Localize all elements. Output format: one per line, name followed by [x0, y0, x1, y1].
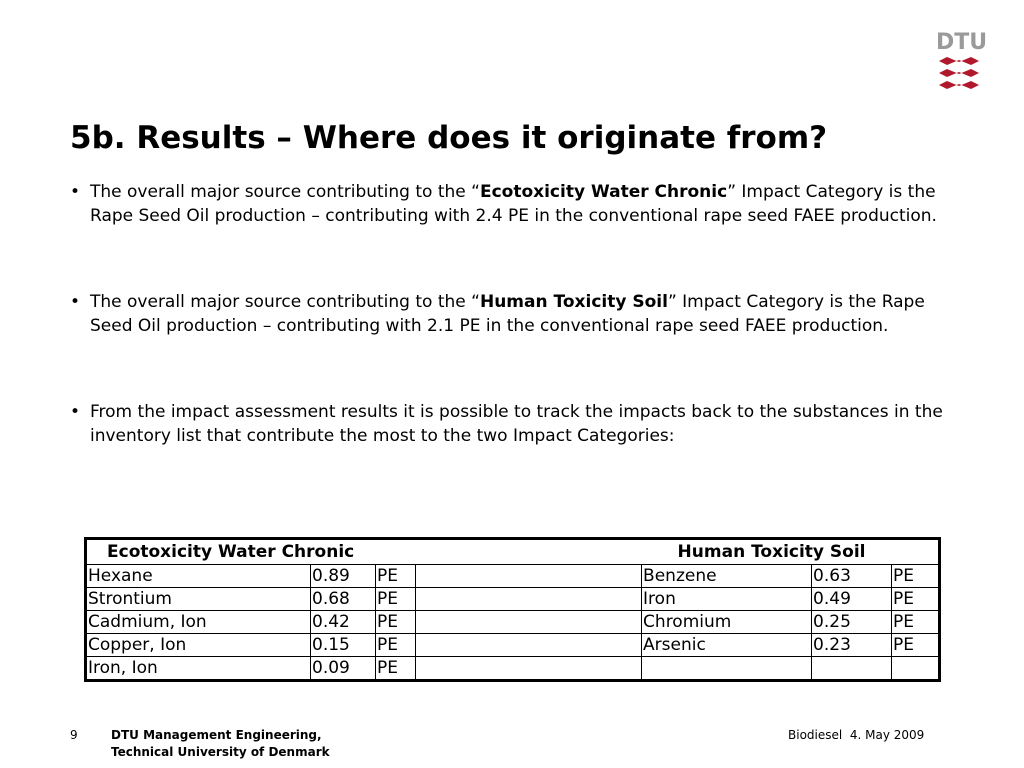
table-row	[86, 588, 940, 611]
bullet-human-toxicity	[70, 290, 960, 338]
ecotox-unit: PE	[376, 565, 416, 588]
bullet-dot: •	[70, 182, 81, 202]
bullet-text: From the impact assessment results it is possible to track the impacts back to the substances in the inventory list that contribute the most to the two Impact Categories:	[90, 402, 943, 446]
footer-date: 4. May 2009	[849, 728, 925, 742]
table-row	[86, 634, 940, 657]
humantox-substance: Chromium	[642, 611, 812, 634]
humantox-value	[812, 657, 892, 681]
humantox-value: 0.63	[812, 565, 892, 588]
ecotox-value: 0.42	[311, 611, 376, 634]
humantox-unit	[892, 657, 940, 681]
spacer-cell	[416, 611, 642, 634]
bullet-tracking	[70, 400, 960, 448]
humantox-unit: PE	[892, 588, 940, 611]
ecotox-value: 0.15	[311, 634, 376, 657]
footer-topic-date	[788, 727, 924, 744]
ecotox-substance: Cadmium, Ion	[86, 611, 311, 634]
humantox-substance: Iron	[642, 588, 812, 611]
footer-org-line1: DTU Management Engineering,	[111, 728, 322, 742]
ecotox-value: 0.89	[311, 565, 376, 588]
bullet-ecotoxicity	[70, 180, 960, 228]
humantox-unit: PE	[892, 634, 940, 657]
spacer-cell	[416, 657, 642, 681]
human-toxicity-header: Human Toxicity Soil	[677, 542, 866, 562]
footer-organization	[111, 727, 330, 761]
humantox-value: 0.25	[812, 611, 892, 634]
ecotox-substance: Iron, Ion	[86, 657, 311, 681]
spacer-cell	[416, 634, 642, 657]
ecotox-substance: Copper, Ion	[86, 634, 311, 657]
bullet-dot: •	[70, 402, 81, 422]
humantox-substance: Benzene	[642, 565, 812, 588]
ecotoxicity-header: Ecotoxicity Water Chronic	[107, 542, 355, 562]
spacer-cell	[416, 565, 642, 588]
table-row	[86, 611, 940, 634]
humantox-substance: Arsenic	[642, 634, 812, 657]
humantox-value: 0.49	[812, 588, 892, 611]
ecotox-value: 0.68	[311, 588, 376, 611]
ecotox-value: 0.09	[311, 657, 376, 681]
humantox-value: 0.23	[812, 634, 892, 657]
ecotox-substance: Strontium	[86, 588, 311, 611]
logo-text: DTU	[936, 30, 988, 55]
bullet-text-before: The overall major source contributing to the “	[90, 292, 480, 312]
spacer-cell	[416, 588, 642, 611]
ecotox-unit: PE	[376, 611, 416, 634]
bullet-text-after: ” Impact Category is the Rape Seed Oil production – contributing with 2.1 PE in the conventional rape seed FAEE production.	[90, 292, 925, 336]
substance-table	[84, 537, 941, 682]
humantox-unit: PE	[892, 565, 940, 588]
ecotox-substance: Hexane	[86, 565, 311, 588]
dtu-waves-icon	[939, 57, 979, 89]
bullet-list	[70, 180, 960, 448]
table-row	[86, 565, 940, 588]
page-number: 9	[70, 728, 78, 742]
dtu-logo	[936, 30, 988, 89]
slide-title: 5b. Results – Where does it originate from?	[70, 120, 828, 156]
bullet-text-before: The overall major source contributing to the “	[90, 182, 480, 202]
footer-org-line2: Technical University of Denmark	[111, 745, 330, 759]
footer-topic: Biodiesel	[788, 728, 843, 742]
bullet-dot: •	[70, 292, 81, 312]
humantox-substance	[642, 657, 812, 681]
ecotox-unit: PE	[376, 634, 416, 657]
ecotox-unit: PE	[376, 657, 416, 681]
table-row	[86, 657, 940, 681]
bullet-text-after: ” Impact Category is the Rape Seed Oil production – contributing with 2.4 PE in the conventional rape seed FAEE production.	[90, 182, 937, 226]
humantox-unit: PE	[892, 611, 940, 634]
bullet-bold-term: Human Toxicity Soil	[479, 292, 668, 312]
bullet-bold-term: Ecotoxicity Water Chronic	[479, 182, 728, 202]
ecotox-unit: PE	[376, 588, 416, 611]
table-header-row	[86, 539, 940, 565]
